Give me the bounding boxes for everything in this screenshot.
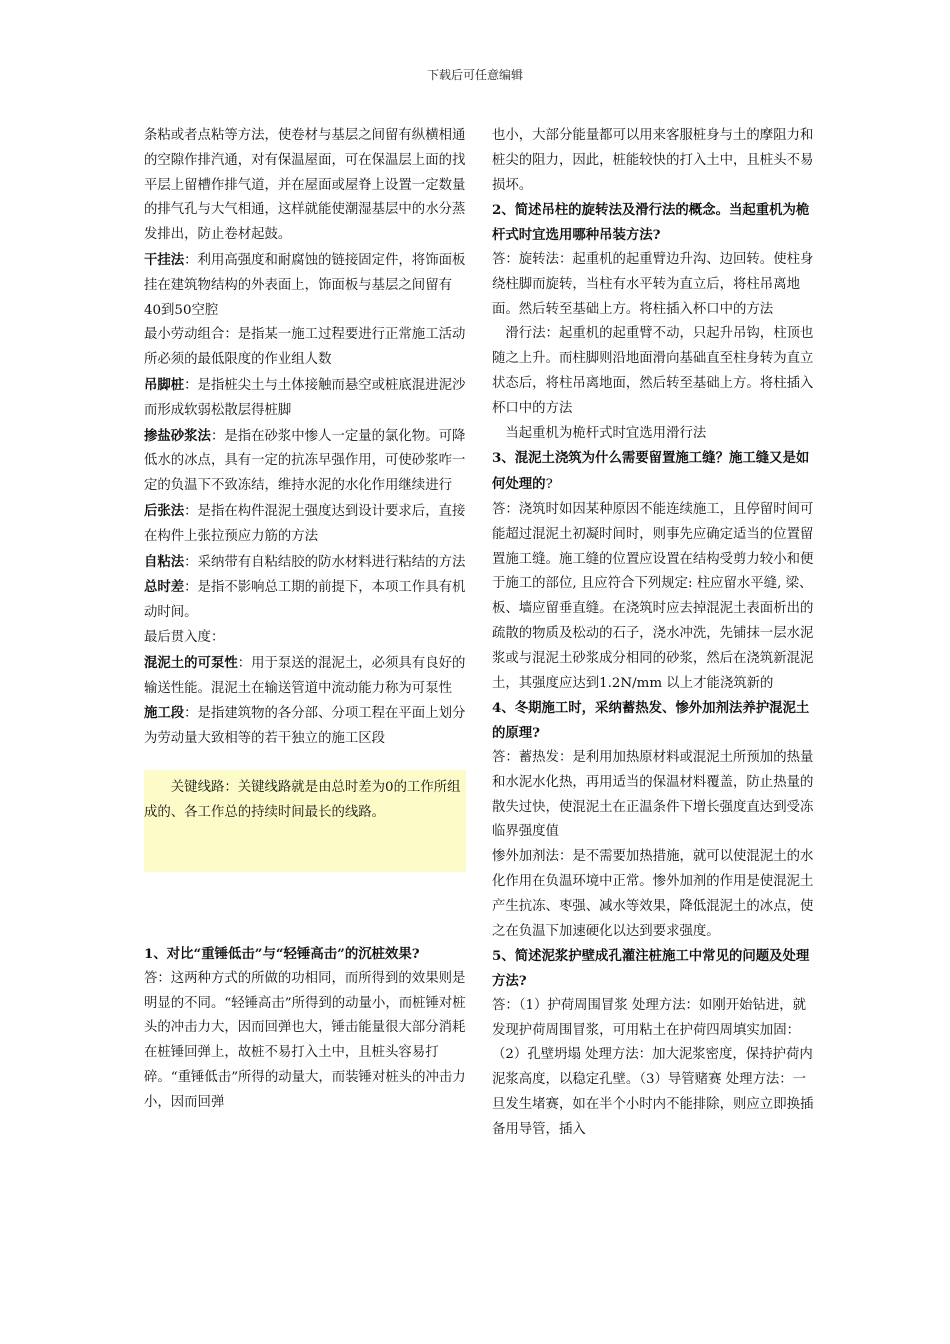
- term-definition: [144, 323, 466, 373]
- question-3-answer: 答：浇筑时如因某种原因不能连续施工，且停留时间可能超过混泥土初凝时间时，则事先应确定适当的位置留置施工缝。施工缝的位置应设置在结构受剪力较小和便于施工的部位, 且应符合下列规定: 柱应留水平缝, 梁、板、墙应留垂直缝。在浇筑时应去掉混泥土表面析出的疏散的物质及松动的石子，浇水冲洗，先铺抹一层水泥浆或与混泥土砂浆成分相同的砂浆，然后在浇筑新混泥土，其强度应达到1.2N/mm 以上才能浇筑新的: [492, 501, 814, 691]
- question-4-answer-admixture: 惨外加剂法：是不需要加热措施，就可以使混泥土的水化作用在负温环境中正常。惨外加剂的作用是使混泥土产生抗冻、枣强、减水等效果，降低混泥土的冰点，使之在负温下加速硬化以达到要求强度。: [492, 849, 814, 939]
- definition: ：是指在砂浆中惨人一定量的氯化物。可降低水的冰点，具有一定的抗冻早强作用，可使砂浆咋一定的负温下不致冻结，维持水泥的水化作用继续进行: [144, 428, 466, 494]
- question-3-title: 3、混泥土浇筑为什么需要留置施工缝？施工缝又是如何处理的?: [492, 450, 810, 493]
- term-definition: [144, 550, 466, 576]
- term-definition: [144, 575, 466, 626]
- term-definition: [144, 424, 466, 499]
- critical-path-definition: 关键线路：关键线路就是由总时差为0的工作所组成的、各工作总的持续时间最长的线路。: [144, 779, 461, 820]
- question-4-answer-heat: 答：蓄热发：是利用加热原材料或混泥土所预加的热量和水泥水化热，再用适当的保温材料覆盖，防止热量的散失过快，使混泥土在正温条件下增长强度直达到受冻临界强度值: [492, 749, 814, 840]
- highlight-box: [144, 770, 466, 872]
- term: 掺盐砂浆法: [144, 427, 211, 444]
- question-5-answer: 答：（1）护荷周围冒浆 处理方法：如刚开始钻进，就发现护荷周围冒浆，可用粘土在护荷四周填实加固：（2）孔壁坍塌 处理方法：加大泥浆密度，保持护荷内泥浆高度，以稳定孔壁。（3）导管赌赛 处理方法：一旦发生堵赛，如在半个小时内不能排除，则应立即换插备用导管，插入: [492, 997, 814, 1137]
- term: 干挂法: [144, 251, 185, 268]
- term: 自粘法: [144, 553, 185, 570]
- term-definition: [144, 373, 466, 424]
- left-column: [144, 124, 466, 1116]
- question-5-title: 5、简述泥浆护壁成孔灌注桩施工中常见的问题及处理方法?: [492, 948, 810, 990]
- definition: ：用于泵送的混泥土，必须具有良好的输送性能。混泥土在输送管道中流动能力称为可泵性: [144, 655, 466, 696]
- term-definition: [144, 651, 466, 702]
- term-definition: [144, 248, 466, 323]
- page-header: 下载后可任意编辑: [426, 68, 523, 82]
- term: 吊脚桩: [144, 376, 185, 393]
- definition: 最后贯入度：: [144, 629, 225, 645]
- question-2-answer-rotation: 答：旋转法：起重机的起重臂边升沟、边回转。使柱身绕柱脚而旋转，当柱有水平转为直立后，将柱吊离地面。然后转至基础上方。将柱插入杯口中的方法: [492, 251, 814, 317]
- question-4-title: 4、冬期施工时，采纳蓄热发、惨外加剂法养护混泥土的原理?: [492, 700, 810, 742]
- term: 后张法: [144, 502, 185, 519]
- term-definition: [144, 499, 466, 550]
- definition: ：是指桩尖土与土体接触而悬空或桩底混进泥沙而形成软弱松散层得桩脚: [144, 377, 466, 418]
- question-2-conclusion: 当起重机为桅杆式时宜选用滑行法: [505, 425, 707, 441]
- definition: 最小劳动组合：是指某一施工过程要进行正常施工活动所必须的最低限度的作业组人数: [144, 327, 466, 368]
- definition: ：是指建筑物的各分部、分项工程在平面上划分为劳动量大致相等的若干独立的施工区段: [144, 706, 466, 747]
- term: 施工段: [144, 705, 185, 722]
- term-definition: [144, 626, 466, 651]
- definition: ：是指不影响总工期的前提下，本项工作具有机动时间。: [144, 580, 466, 621]
- definition: ：利用高强度和耐腐蚀的链接固定件，将饰面板挂在建筑物结构的外表面上，饰面板与基层之间留有40到50空腔: [144, 252, 466, 318]
- question-1-answer-continued: 也小，大部分能量都可以用来客服桩身与土的摩阻力和桩尖的阻力，因此，桩能较快的打入土中，且桩头不易损坏。: [492, 128, 814, 193]
- term-definition: [144, 701, 466, 752]
- question-1-title: 1、对比“重锤低击”与“轻锤高击”的沉桩效果?: [144, 945, 420, 962]
- paragraph: 条粘或者点粘等方法，使卷材与基层之间留有纵横相通 的空隙作排汽通，对有保温屋面，可在保温层上面的找平层上留槽作排气道，并在屋面或屋脊上设置一定数量的排气孔与大气相通，这样就能使潮湿基层中的水分蒸发排出，防止卷材起鼓。: [144, 128, 466, 243]
- question-1-answer: 答：这两种方式的所做的功相同，而所得到的效果则是明显的不同。“轻锤高击”所得到的动量小，而桩锤对桩头的冲击力大，因而回弹也大，锤击能量很大部分消耗在桩锤回弹上，故桩不易打入土中，且桩头容易打碎。“重锤低击”所得的动量大，而装锤对桩头的冲击力小，因而回弹: [144, 970, 466, 1110]
- question-2-title: 2、简述吊柱的旋转法及滑行法的概念。当起重机为桅杆式时宜选用哪种吊装方法?: [492, 202, 810, 244]
- question-2-answer-sliding: 滑行法：起重机的起重臂不动，只起升吊钩，柱顶也随之上升。而柱脚则沿地面滑向基础直至柱身转为直立状态后，将柱吊离地面，然后转至基础上方。将柱插入杯口中的方法: [492, 326, 814, 416]
- right-column: [492, 124, 814, 1143]
- term: 总时差: [144, 579, 185, 596]
- definition: ：是指在构件混泥土强度达到设计要求后，直接在构件上张拉预应力筋的方法: [144, 503, 466, 544]
- term: 混泥土的可泵性: [144, 654, 238, 671]
- definition: ：采纳带有自粘结胶的防水材料进行粘结的方法: [184, 554, 466, 570]
